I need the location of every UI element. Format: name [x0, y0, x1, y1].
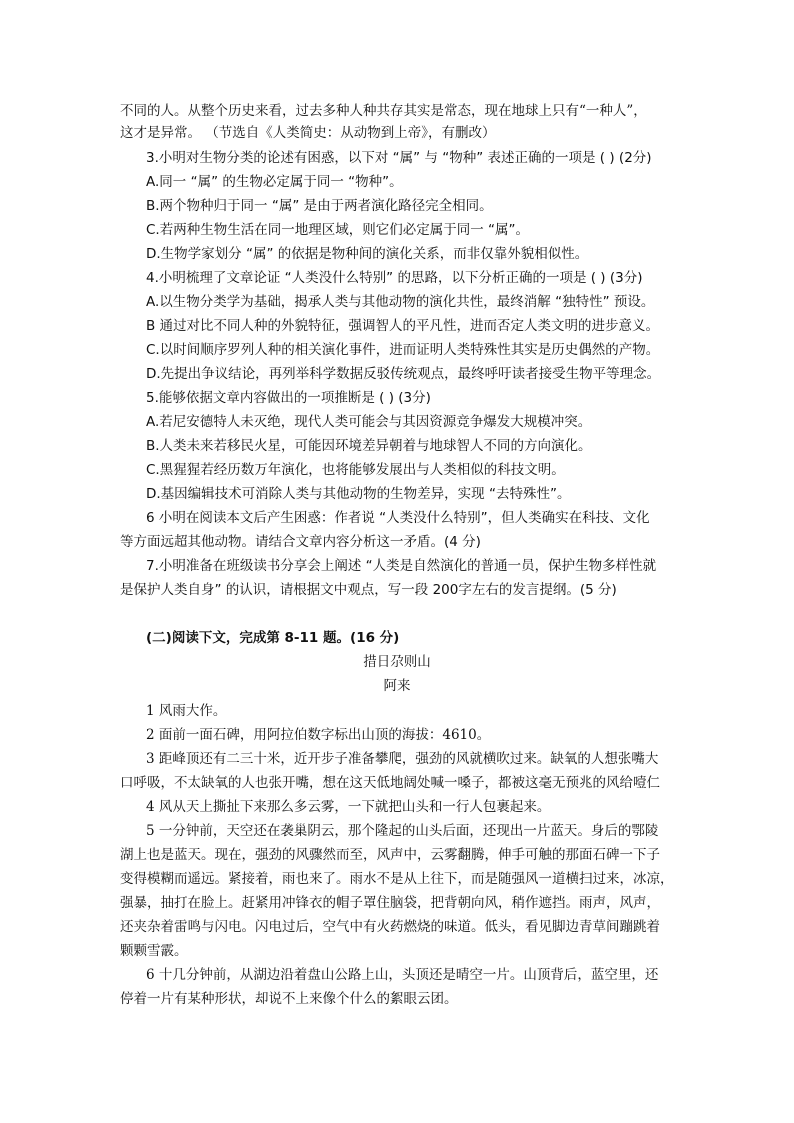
section-2-heading: (二)阅读下文，完成第 8-11 题。(16 分)	[146, 630, 400, 646]
question-5-option-a: A.若尼安德特人未灭绝，现代人类可能会与其因资源竞争爆发大规模冲突。	[146, 414, 592, 430]
article-paragraph-3-line: 口呼吸，不太缺氧的人也张开嘴，想在这天低地阔处喊一嗓子，都被这毫无预兆的风给噎仁	[120, 775, 660, 791]
article-paragraph-5-line: 还夹杂着雷鸣与闪电。闪电过后，空气中有火药燃烧的味道。低头，看见脚边青草间蹦跳着	[120, 919, 660, 935]
question-3-option-b: B.两个物种归于同一 “属” 是由于两者演化路径完全相同。	[146, 198, 493, 214]
article-title: 措日尕则山	[363, 654, 431, 670]
question-5-option-b: B.人类未来若移民火星，可能因环境差异朝着与地球智人不同的方向演化。	[146, 438, 592, 454]
question-4-option-d: D.先提出争议结论，再列举科学数据反驳传统观点，最终呼吁读者接受生物平等理念。	[146, 366, 661, 382]
article-paragraph-5-line: 强暴，抽打在脸上。赶紧用冲锋衣的帽子罩住脑袋，把背朝向风，稍作遮挡。雨声，风声，	[120, 895, 660, 911]
question-6-line: 6 小明在阅读本文后产生困惑：作者说 “人类没什么特别”，但人类确实在科技、文化	[146, 510, 650, 526]
article-paragraph-1: 1 风雨大作。	[146, 703, 227, 719]
article-paragraph-2: 2 面前一面石碑，用阿拉伯数字标出山顶的海拔：4610。	[146, 727, 491, 743]
article-author: 阿来	[383, 678, 411, 694]
question-3-option-a: A.同一 “属” 的生物必定属于同一 “物种”。	[146, 174, 403, 190]
question-4-option-a: A.以生物分类学为基础，揭承人类与其他动物的演化共性，最终消解 “独特性” 预设。	[146, 294, 655, 310]
question-7-line: 是保护人类自身” 的认识，请根据文中观点，写一段 200字左右的发言提纲。(5 分)	[120, 582, 617, 598]
article-paragraph-5-line: 颗颗雪霰。	[120, 943, 188, 959]
passage-source-line: 这才是异常。 （节选自《人类简史：从动物到上帝》，有删改）	[120, 125, 496, 141]
question-5-option-c: C.黑猩猩若经历数万年演化，也将能够发展出与人类相似的科技文明。	[146, 462, 565, 478]
question-5-option-d: D.基因编辑技术可消除人类与其他动物的生物差异，实现 “去特殊性”。	[146, 486, 571, 502]
question-4-option-b: B 通过对比不同人种的外貌特征，强调智人的平凡性，进而否定人类文明的进步意义。	[146, 318, 660, 334]
article-paragraph-4: 4 风从天上撕扯下来那么多云雾，一下就把山头和一行人包裹起来。	[146, 799, 551, 815]
article-paragraph-6-line: 停着一片有某种形状，却说不上来像个什么的絮眼云团。	[120, 991, 458, 1007]
article-paragraph-3-line: 3 距峰顶还有二三十米，近开步子准备攀爬，强劲的风就横吹过来。缺氧的人想张嘴大	[146, 751, 659, 767]
article-paragraph-5-line: 湖上也是蓝天。现在，强劲的风骤然而至，风声中，云雾翻腾，伸手可触的那面石碑一下子	[120, 847, 660, 863]
question-3-option-c: C.若两种生物生活在同一地理区域，则它们必定属于同一 “属”。	[146, 222, 529, 238]
question-3-option-d: D.生物学家划分 “属” 的依据是物种间的演化关系，而非仅靠外貌相似性。	[146, 246, 589, 262]
question-6-line: 等方面远超其他动物。请结合文章内容分析这一矛盾。(4 分)	[120, 534, 481, 550]
article-paragraph-5-line: 5 一分钟前，天空还在袭巢阴云，那个隆起的山头后面，还现出一片蓝天。身后的鄂陵	[146, 823, 659, 839]
passage-line: 不同的人。从整个历史来看，过去多种人种共存其实是常态，现在地球上只有“一种人”，	[120, 103, 647, 119]
question-4-option-c: C.以时间顺序罗列人种的相关演化事件，进而证明人类特殊性其实是历史偶然的产物。	[146, 342, 660, 358]
question-7-line: 7.小明准备在班级读书分享会上阐述 “人类是自然演化的普通一员，保护生物多样性就	[146, 558, 657, 574]
question-3-stem: 3.小明对生物分类的论述有困惑，以下对 “属” 与 “物种” 表述正确的一项是 ( ) (2分)	[146, 150, 652, 166]
question-5-stem: 5.能够依据文章内容做出的一项推断是 ( ) (3分)	[146, 390, 431, 406]
article-paragraph-5-line: 变得模糊而遥远。紧接着，雨也来了。雨水不是从上往下，而是随强风一道横扫过来，冰凉，	[120, 871, 674, 887]
article-paragraph-6-line: 6 十几分钟前，从湖边沿着盘山公路上山，头顶还是晴空一片。山顶背后，蓝空里，还	[146, 967, 659, 983]
question-4-stem: 4.小明梳理了文章论证 “人类没什么特别” 的思路，以下分析正确的一项是 ( ) (3分)	[146, 270, 643, 286]
